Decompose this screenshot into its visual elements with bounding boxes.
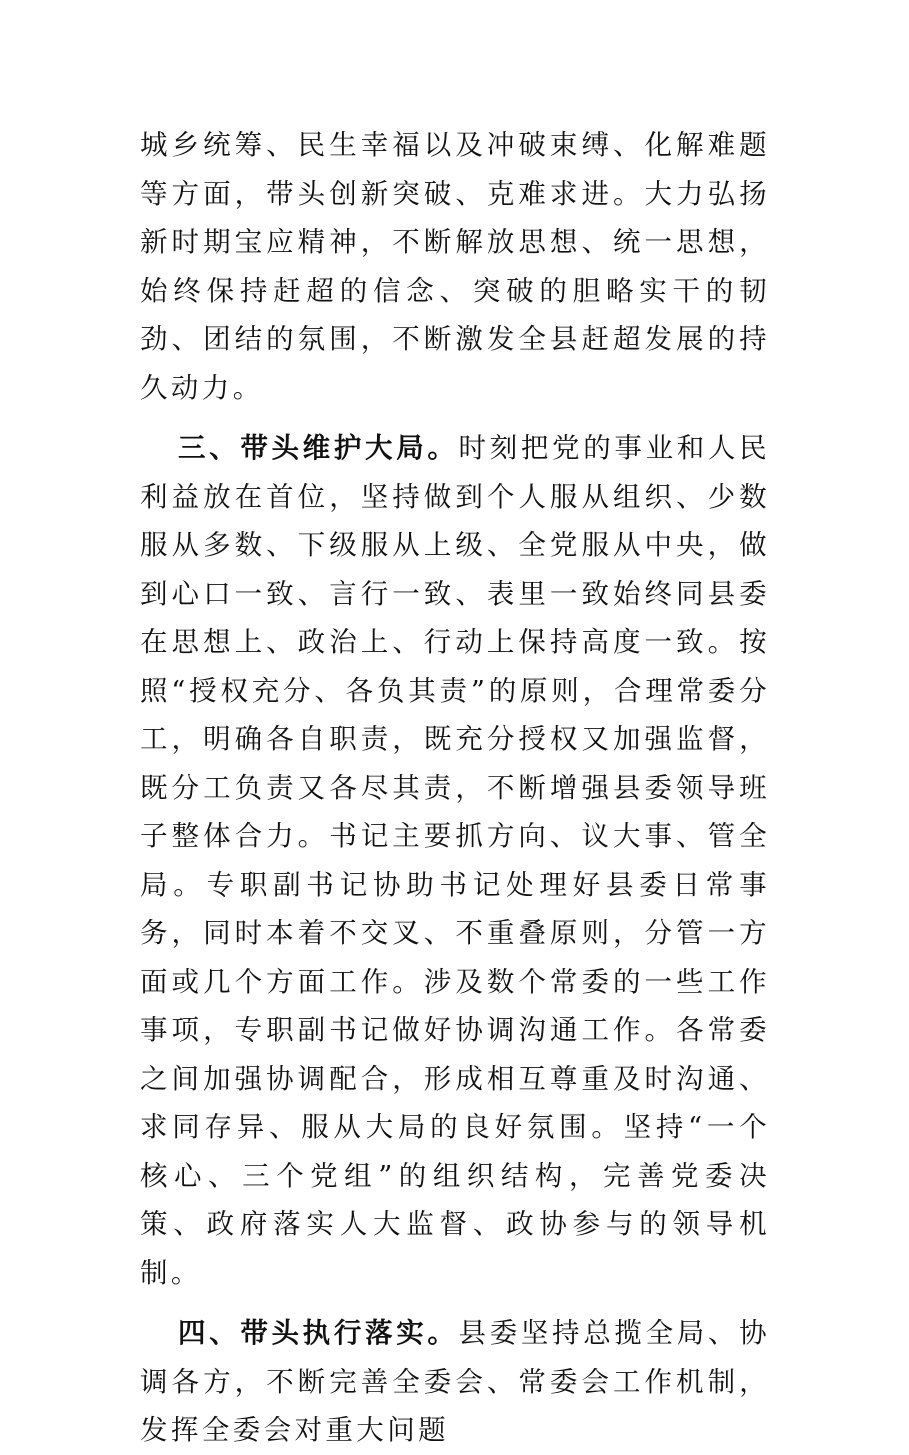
paragraph-text: 城乡统筹、民生幸福以及冲破束缚、化解难题等方面，带头创新突破、克难求进。大力弘扬新时期宝应精神，不断解放思想、统一思想，始终保持赶超的信念、突破的胆略实干的韧劲、团结的氛围，不断激发全县赶超发展的持久动力。 bbox=[140, 129, 770, 404]
paragraph-section-three bbox=[140, 424, 770, 1297]
paragraph-continuation bbox=[140, 121, 770, 412]
paragraph-text: 时刻把党的事业和人民利益放在首位，坚持做到个人服从组织、少数服从多数、下级服从上级、全党服从中央，做到心口一致、言行一致、表里一致始终同县委在思想上、政治上、行动上保持高度一致。按照“授权充分、各负其责”的原则，合理常委分工，明确各自职责，既充分授权又加强监督，既分工负责又各尽其责，不断增强县委领导班子整体合力。书记主要抓方向、议大事、管全局。专职副书记协助书记处理好县委日常事务，同时本着不交叉、不重叠原则，分管一方面或几个方面工作。涉及数个常委的一些工作事项，专职副书记做好协调沟通工作。各常委之间加强协调配合，形成相互尊重及时沟通、求同存异、服从大局的良好氛围。坚持“一个核心、三个党组”的组织结构，完善党委决策、政府落实人大监督、政协参与的领导机制。 bbox=[140, 432, 770, 1289]
paragraph-text: 县委坚持总揽全局、协调各方，不断完善全委会、常委会工作机制，发挥全委会对重大问题 bbox=[140, 1317, 770, 1446]
section-heading-three: 三、带头维护大局。 bbox=[178, 432, 459, 464]
paragraph-section-four bbox=[140, 1309, 770, 1455]
section-heading-four: 四、带头执行落实。 bbox=[178, 1317, 459, 1349]
document-body bbox=[140, 121, 770, 1455]
